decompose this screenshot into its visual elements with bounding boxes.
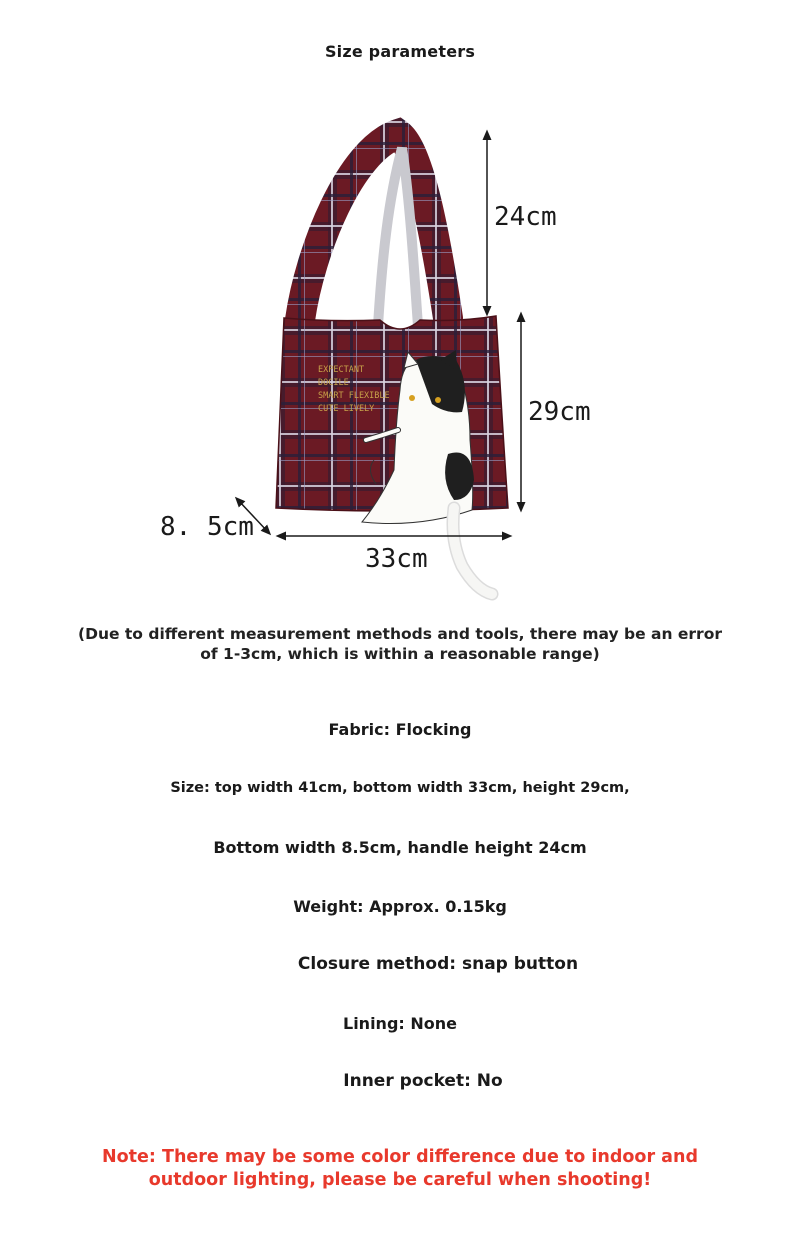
page-title: Size parameters — [324, 42, 476, 61]
color-difference-warning: Note: There may be some color difference due to indoor and outdoor lighting, please be careful when shooting! — [102, 1147, 698, 1190]
spec-inner-pocket: Inner pocket: No — [343, 1071, 503, 1091]
spec-size: Size: top width 41cm, bottom width 33cm, height 29cm, — [170, 780, 630, 796]
spec-lining: Lining: None — [343, 1014, 457, 1033]
embroidered-line: SMART FLEXIBLE — [318, 391, 390, 401]
spec-closure: Closure method: snap button — [297, 954, 579, 974]
spec-weight: Weight: Approx. 0.15kg — [293, 897, 507, 916]
embroidered-line: DOCILE — [318, 378, 349, 388]
measurement-note: (Due to different measurement methods and tools, there may be an error of 1-3cm, which is within a reasonable range) — [78, 625, 722, 663]
body-height-label: 29cm — [528, 397, 591, 427]
spec-fabric: Fabric: Flocking — [328, 720, 472, 739]
spec-bottom: Bottom width 8.5cm, handle height 24cm — [213, 838, 587, 857]
embroidered-line: EXPECTANT — [318, 365, 365, 375]
bag-handle-back — [300, 134, 448, 320]
bottom-width-label: 33cm — [365, 544, 428, 574]
depth-label: 8. 5cm — [160, 512, 254, 542]
handle-height-label: 24cm — [494, 202, 557, 232]
embroidered-line: CUTE LIVELY — [318, 404, 375, 414]
